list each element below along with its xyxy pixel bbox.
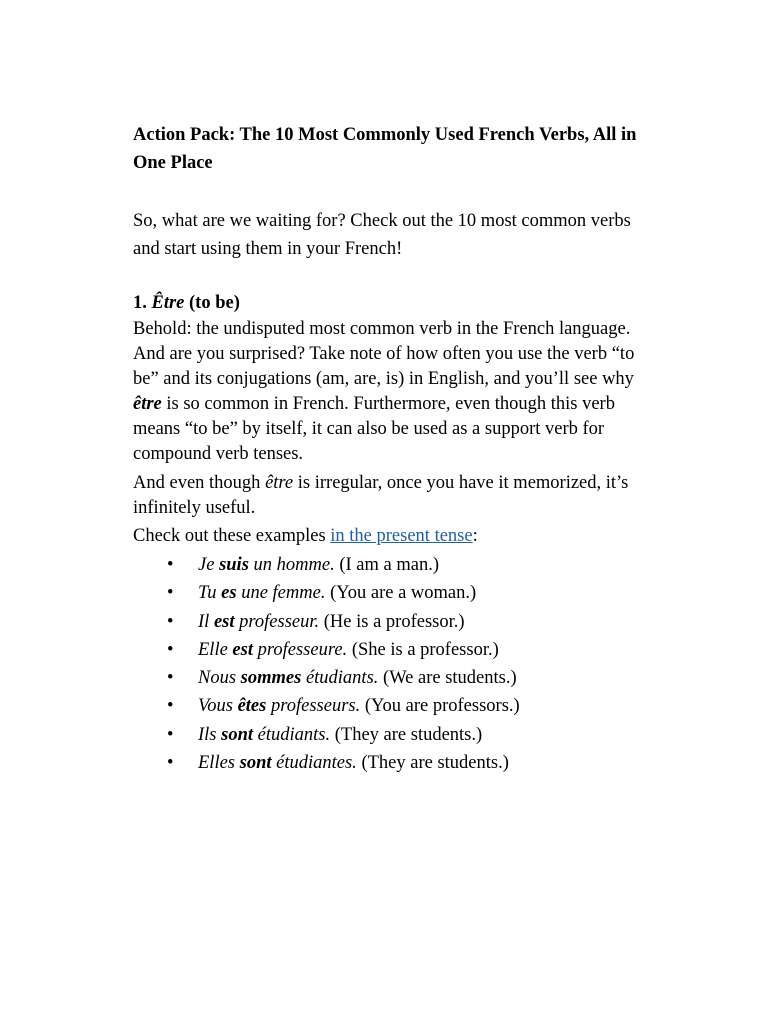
example-translation: (They are students.): [356, 753, 509, 774]
example-rest: étudiantes.: [271, 753, 357, 774]
section-heading: [133, 289, 653, 317]
example-pronoun: Vous: [198, 696, 233, 717]
example-verb: sommes: [240, 668, 302, 689]
bullet-icon: •: [167, 639, 174, 660]
bullet-icon: •: [167, 696, 174, 717]
example-translation: (She is a professor.): [347, 639, 499, 660]
bullet-icon: •: [167, 668, 174, 689]
document-page: [133, 121, 653, 777]
document-title: Action Pack: The 10 Most Commonly Used French Verbs, All in One Place: [133, 125, 637, 173]
description-text-end: is so common in French. Furthermore, even though this verb means “to be” by itself, it can also be used as a support verb for compound verb tenses.: [133, 394, 615, 464]
example-translation: (You are a woman.): [325, 583, 477, 604]
example-verb: est: [232, 639, 253, 660]
irregular-text: And even though: [133, 473, 266, 493]
bullet-icon: •: [167, 724, 174, 745]
bullet-icon: •: [167, 611, 174, 632]
example-rest: professeure.: [252, 639, 348, 660]
list-item: [133, 551, 653, 579]
list-item: [133, 749, 653, 777]
intro-paragraph: So, what are we waiting for? Check out the 10 most common verbs and start using them in your French!: [133, 211, 631, 259]
description-verb: être: [133, 394, 162, 414]
example-verb: suis: [219, 555, 249, 575]
examples-intro-colon: :: [472, 526, 478, 546]
description-text: Behold: the undisputed most common verb in the French language. And are you surprised? Take note of how often you use the verb “to be” and its conjugations (am, are, is) in English, and you’ll see why: [133, 319, 635, 389]
irregular-text-end: is irregular, once you have it memorized, it’s infinitely useful.: [133, 473, 629, 518]
examples-intro-text: Check out these examples: [133, 526, 331, 546]
bullet-icon: •: [167, 753, 174, 774]
section-number: 1.: [133, 293, 152, 313]
example-rest: professeurs.: [266, 696, 361, 717]
section-verb: Être: [151, 293, 185, 313]
example-translation: (I am a man.): [334, 555, 439, 575]
examples-list: [133, 551, 653, 777]
example-verb: êtes: [237, 696, 267, 717]
bullet-icon: •: [167, 583, 174, 604]
description-paragraph: [133, 317, 653, 467]
example-translation: (He is a professor.): [319, 611, 465, 632]
section-meaning: (to be): [184, 293, 240, 313]
bullet-icon: •: [167, 555, 174, 575]
example-verb: es: [221, 583, 237, 604]
example-translation: (We are students.): [378, 668, 517, 689]
example-verb: sont: [221, 724, 254, 745]
irregular-verb: être: [265, 473, 294, 493]
example-pronoun: Elle: [198, 639, 228, 660]
example-rest: un homme.: [248, 555, 335, 575]
list-item: [133, 608, 653, 636]
examples-intro: [133, 524, 653, 549]
list-item: [133, 692, 653, 720]
example-pronoun: Je: [198, 555, 215, 575]
example-pronoun: Nous: [198, 668, 237, 689]
example-pronoun: Il: [198, 611, 210, 632]
example-pronoun: Elles: [198, 753, 235, 774]
list-item: [133, 636, 653, 664]
example-rest: une femme.: [236, 583, 326, 604]
example-pronoun: Tu: [198, 583, 217, 604]
example-verb: sont: [239, 753, 272, 774]
example-rest: étudiants.: [301, 668, 379, 689]
list-item: [133, 579, 653, 607]
example-pronoun: Ils: [198, 724, 217, 745]
example-rest: professeur.: [234, 611, 320, 632]
present-tense-link[interactable]: in the present tense: [330, 526, 473, 546]
example-rest: étudiants.: [253, 724, 331, 745]
irregular-paragraph: [133, 471, 653, 521]
example-translation: (You are professors.): [360, 696, 520, 717]
list-item: [133, 664, 653, 692]
example-translation: (They are students.): [330, 724, 483, 745]
example-verb: est: [213, 611, 235, 632]
list-item: [133, 721, 653, 749]
